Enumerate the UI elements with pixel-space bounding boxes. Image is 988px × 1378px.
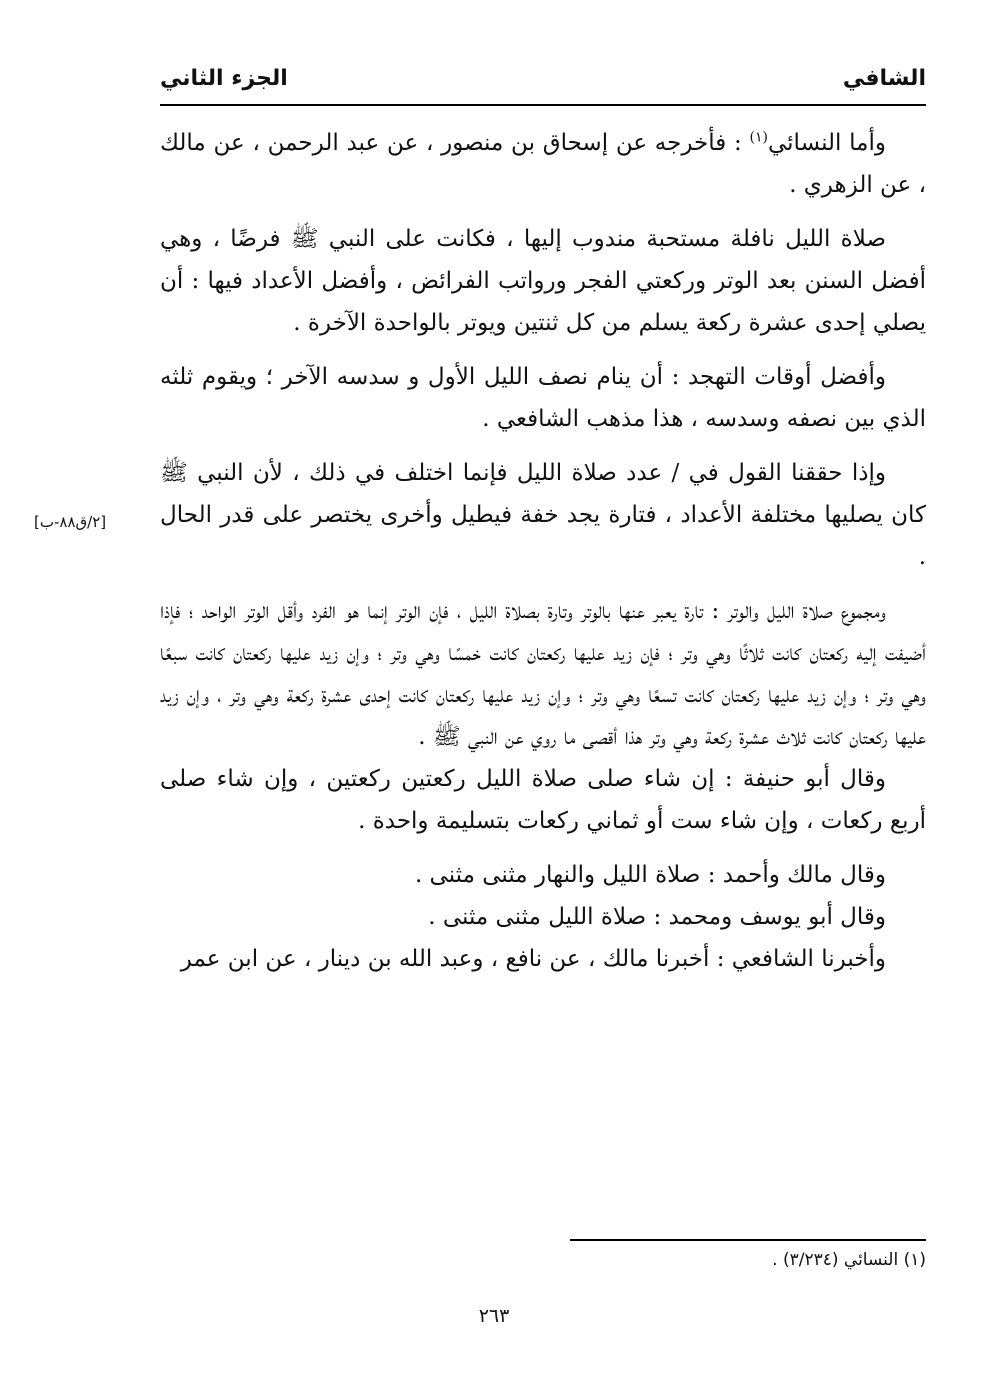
header-book-title: الشافي [842,65,926,91]
header-rule [160,104,926,106]
footnote: (١) النسائي (٣/٢٣٤) . [772,1250,926,1270]
manuscript-folio-note: [٢/ق٨٨-ب] [34,513,107,531]
paragraph-5: ومجموع صلاة الليل والوتر : تارة يعبر عنها بالوتر وتارة بصلاة الليل ، فإن الوتر إنما هو الفرد وأقل الوتر الواحد ؛ فإذا أضيفت إليه ركعتان كانت ثلاثًا وهي وتر ؛ فإن زيد عليها ركعتان كانت خمسًا وهي وتر ؛ وإن زيد عليها ركعتان كانت سبعًا وهي وتر ؛ وإن زيد عليها ركعتان كانت تسعًا وهي وتر ؛ وإن زيد عليها ركعتان كانت إحدى عشرة ركعة وهي وتر ، وإن زيد عليها ركعتان كانت ثلاث عشرة ركعة وهي وتر هذا أقصى ما روي عن النبي ﷺ . [160,598,926,750]
page-number: ٢٦٣ [478,1305,510,1327]
main-text [160,122,926,980]
footnote-ref: (١) [749,129,768,146]
paragraph-7: وقال مالك وأحمد : صلاة الليل والنهار مثنى مثنى . [414,862,886,888]
paragraph-2: صلاة الليل نافلة مستحبة مندوب إليها ، فكانت على النبي ﷺ فرضًا ، وهي أفضل السنن بعد الوتر وركعتي الفجر ورواتب الفرائض ، وأفضل الأعداد فيها : أن يصلي إحدى عشرة ركعة يسلم من كل ثنتين ويوتر بالواحدة الآخرة . [160,226,926,336]
paragraph-6: وقال أبو حنيفة : إن شاء صلى صلاة الليل ركعتين ركعتين ، وإن شاء صلى أربع ركعات ، وإن شاء ست أو ثماني ركعات بتسليمة واحدة . [160,766,926,834]
paragraph-3: وأفضل أوقات التهجد : أن ينام نصف الليل الأول و سدسه الآخر ؛ ويقوم ثلثه الذي بين نصفه وسدسه ، هذا مذهب الشافعي . [160,364,926,432]
paragraph-1-start: وأما النسائي [767,130,886,156]
paragraph-1 [160,122,926,206]
paragraph-4: وإذا حققنا القول في / عدد صلاة الليل فإنما اختلف في ذلك ، لأن النبي ﷺ كان يصليها مختلفة الأعداد ، فتارة يجد خفة فيطيل وأخرى يختصر على قدر الحال . [160,460,926,570]
running-header [160,58,926,98]
header-volume: الجزء الثاني [160,65,288,91]
footnote-rule [570,1239,926,1241]
paragraph-1-end: : فأخرجه عن إسحاق بن منصور ، عن عبد الرحمن ، عن مالك ، عن الزهري . [160,130,926,198]
paragraph-9: وأخبرنا الشافعي : أخبرنا مالك ، عن نافع ، وعبد الله بن دينار ، عن ابن عمر [180,946,886,972]
paragraph-8: وقال أبو يوسف ومحمد : صلاة الليل مثنى مثنى . [428,904,886,930]
